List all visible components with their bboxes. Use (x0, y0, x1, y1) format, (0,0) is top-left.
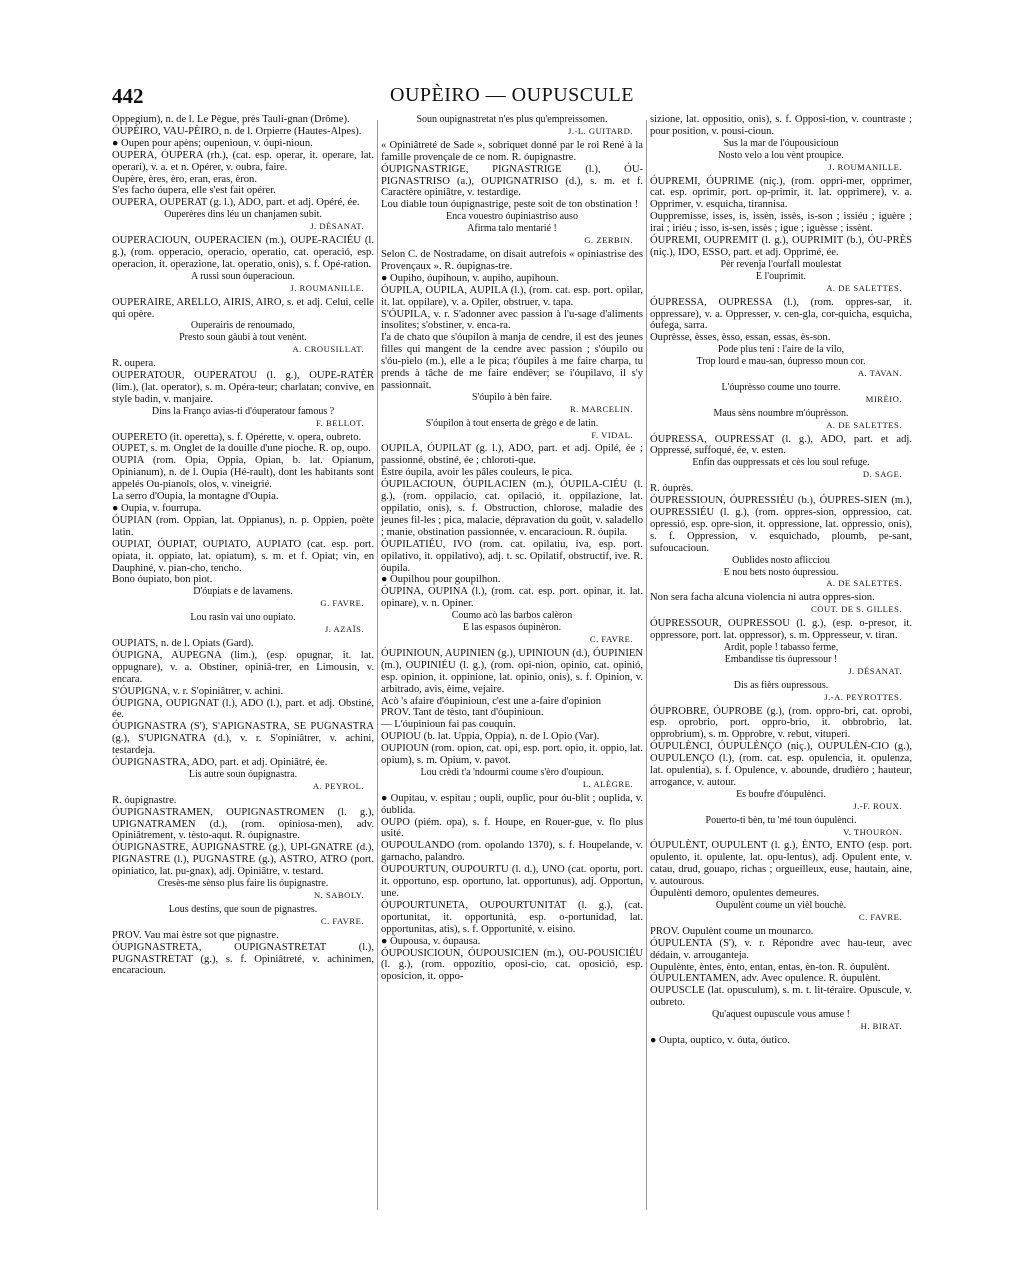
citation-author: A. CROUSILLAT. (292, 344, 364, 355)
quotation-line: Maus sèns noumbre m'óuprèsson. (713, 407, 849, 419)
quotation-line: Lis autre soun óupignastra. (188, 768, 298, 780)
citation-author: J.-F. ROUX. (853, 800, 902, 811)
entry-paragraph: La serro d'Oupia, la montagne d'Oupia. (112, 491, 279, 503)
entry-paragraph: sizione, lat. oppositio, onis), s. f. Opposi-tion, v. countraste ; pour position, v. pousi-cioun. (650, 114, 912, 137)
entry-paragraph: Selon C. de Nostradame, on disait autrefois « opiniastrise des Provençaux ». R. óupignas-tre. (381, 248, 643, 272)
entry-paragraph: OUPERATOUR, OUPERATOU (l. g.), OUPE-RATÈR (lim.), (lat. operator), s. m. Opéra-teur; charlatan; convive, en style badin, v. manjaire. (112, 370, 374, 405)
quotation-line: S'óupilo à bèn faire. (471, 391, 553, 403)
quotation-line: Oupulènt coume un vièl bouchè. (715, 900, 847, 911)
column-2 (381, 114, 643, 1214)
quotation-line: Ouperairis de renoumado, (190, 320, 296, 332)
quotation-line: Dins la Franço avias-ti d'óuperatour famous ? (151, 405, 335, 417)
citation-author: C. FAVRE. (320, 915, 364, 926)
entry-paragraph: ÓUPILATIÉU, IVO (rom. cat. opilatiu, iva, esp. port. opilativo, it. oppilativo), adj. t. sc. Opilatif, obstructif, ive. R. óupila. (381, 538, 643, 574)
citation-author: J. DÉSANAT. (848, 665, 902, 676)
entry-paragraph: ÓUPRESSA, OUPRESSAT (l. g.), ADO, part. et adj. Oppressé, suffoqué, ée, v. esten. (650, 433, 912, 457)
entry-paragraph: Èstre óupila, avoir les pâles couleurs, le pica. (381, 467, 573, 479)
entry-paragraph: ÓUPINA, OUPINA (l.), (rom. cat. esp. port. opinar, it. lat. opinare), v. n. Opiner. (381, 586, 643, 610)
entry-paragraph: ÓUPIGNASTRE, AUPIGNASTRE (g.), UPI-GNATRE (d.), PIGNASTRE (l.), PUGNASTRE (g.), ASTRO, ATRO (port. opiniatico, lat. pu-gnax), adj. Opiniâtre, v. testard. (112, 842, 374, 878)
entry-paragraph: OUPOULANDO (rom. opolando 1370), s. f. Houpelande, v. garnacho, palandro. (381, 840, 643, 864)
citation-author: J. DÉSANAT. (310, 221, 364, 232)
quotation-line: Pode plus teni : l'aire de la vilo, (717, 344, 845, 356)
entry-paragraph: Oupère, ères, èro, eran, eras, èron. (112, 173, 257, 185)
entry-paragraph: Bono óupiato, bon piot. (112, 574, 213, 586)
entry-paragraph: OUPIOU (b. lat. Uppia, Oppia), n. de l. Opio (Var). (381, 731, 600, 743)
entry-paragraph: OUPET, s. m. Onglet de la douille d'une pioche. R. op, oupo. (112, 443, 371, 455)
citation-author: A. DE SALETTES. (826, 578, 902, 589)
columns (112, 114, 912, 1214)
entry-paragraph: ● Óupousa, v. óupausa. (381, 935, 481, 947)
quotation-line: Coumo acò las barbos calèron (451, 610, 573, 622)
entry-paragraph: ÓUPRESSA, OUPRESSA (l.), (rom. oppres-sar, it. oppressare), v. a. Oppresser, v. cen-gla, cor-quicha, esquicha, óufega, sarra. (650, 296, 912, 332)
citation-author: G. FAVRE. (320, 598, 364, 609)
entry-paragraph: ÓUPIGNASTRIGE, PIGNASTRIGE (l.), ÓU-PIGNASTRISO (a.), OUPIGNATRISO (d.), s. m. et f. Caractère opiniâtre, v. testardige. (381, 163, 643, 199)
entry-paragraph: ÓUPULENTAMEN, adv. Avec opulence. R. óupulènt. (650, 973, 881, 985)
entry-paragraph: PROV. Oupulènt coume un mounarco. (650, 925, 814, 937)
quotation-line: Soun oupignastretat n'es plus qu'empreissomen. (416, 114, 608, 125)
entry-paragraph: OUPO (piém. opa), s. f. Houpe, en Rouer-gue, v. flo plus usité. (381, 816, 643, 840)
entry-paragraph: OUPERETO (it. operetta), s. f. Opérette, v. opera, oubreto. (112, 431, 362, 443)
citation-author: J.-L. GUITARD. (567, 125, 633, 136)
column-1 (112, 114, 374, 1214)
entry-paragraph: OUPUSCLE (lat. opusculum), s. m. t. lit-téraire. Opuscule, v. oubreto. (650, 985, 912, 1009)
entry-paragraph: OUPIAT, ÓUPIAT, OUPIATO, AUPIATO (cat. esp. port. opiata, it. oppiato, lat. opiatum), s. m. et f. Opiat; vin, en Dauphiné, v. pian-cho, tencho. (112, 538, 374, 574)
entry-paragraph: ÓUPIAN (rom. Oppian, lat. Oppianus), n. p. Oppien, poète latin. (112, 514, 374, 538)
quotation-line: Lou rasin vai uno oupiato. (190, 612, 296, 624)
entry-paragraph: ÓUPRESSIOUN, ÓUPRESSIÉU (b.), ÓUPRES-SIEN (m.), OUPRESSIÉU (l. g.), (rom. oppres-sion, oppressioo, cat. opressió, esp. opre-sion, it. oppressione, lat. oppressio, onis), s. f. Oppression, v. esquichado, ploumb, pe-sant, sufoucacioun. (650, 495, 912, 554)
entry-paragraph: Óupulènti demoro, opulentes demeures. (650, 888, 820, 900)
quotation-line: Lous destins, que soun de pignastres. (168, 903, 318, 915)
quotation-line: Ouperères dins léu un chanjamen subit. (164, 209, 322, 221)
quotation-line: Es boufre d'óupulènci. (736, 788, 826, 800)
entry-paragraph: ÓUPREMI, OUPREMIT (l. g.), OUPRIMIT (b.), ÓU-PRÈS (niç.), IDO, ESSO, part. et adj. Opprimé, ée. (650, 235, 912, 258)
entry-paragraph: Oppegium), n. de l. Le Pègue, près Tauli-gnan (Drôme). (112, 114, 350, 125)
citation-author: A. TAVAN. (857, 368, 902, 379)
entry-paragraph: Ouprèsse, èsses, èsso, essan, essas, ès-son. (650, 332, 831, 344)
entry-paragraph: ÓUPROBRE, ÓUPROBE (g.), (rom. oppro-bri, cat. oprobi, esp. oprobrio, port. oppro-brio, it. obbrobrio, lat. opprobrium), s. m. Opprobre, v. rebut, vituperi. (650, 705, 912, 741)
citation-author: J. ROUMANILLE. (290, 282, 364, 293)
entry-paragraph: OUPERA, ÓUPERA (rh.), (cat. esp. operar, it. operare, lat. operari), v. a. et n. Opérer, v. oubra, faire. (112, 149, 374, 173)
entry-paragraph: ÓUPIGNA, AUPEGNA (lim.), (esp. opugnar, it. lat. oppugnare), v. a. Obstiner, opiniâ-trer, en Limousin, v. encara. (112, 649, 374, 685)
quotation-line: Presto soun gàubi à tout venènt. (179, 332, 307, 344)
entry-paragraph: ÓUPOURTUN, OUPOURTU (l. d.), UNO (cat. oportu, port. it. opportuno, esp. oportuno, lat. opportunus), adj. Opportun, une. (381, 864, 643, 899)
citation-author: L. ALÈGRE. (582, 778, 633, 789)
entry-paragraph: Lou diable toun óupignastrige, peste soit de ton obstination ! (381, 199, 639, 211)
quotation-line: Ardit, pople ! tabasso ferme, (723, 641, 839, 653)
quotation-line: Lou crèdi t'a 'ndourmi coume s'èro d'oupioun. (420, 766, 604, 778)
entry-paragraph: — L'óupinioun fai pas couquin. (381, 719, 516, 731)
entry-paragraph: R. óuprès. (650, 483, 694, 495)
quotation-line: E l'ouprimit. (755, 270, 807, 282)
citation-author: N. SABOLY. (313, 890, 364, 900)
entry-paragraph: OUPERAIRE, ARELLO, AIRIS, AIRO, s. et adj. Celui, celle qui opère. (112, 296, 374, 320)
entry-paragraph: ÓUPULENTA (S'), v. r. Répondre avec hau-teur, avec dédain, v. arrouganteja. (650, 937, 912, 961)
citation-author: A. DE SALETTES. (826, 282, 902, 293)
citation-author: V. THOURON. (843, 826, 902, 837)
page-header (112, 84, 912, 110)
entry-paragraph: Oupulènte, èntes, ènto, entan, entas, èn-ton. R. óupulènt. (650, 961, 890, 973)
citation-author: R. MARCELIN. (569, 403, 633, 414)
citation-author: D. SAGE. (862, 469, 902, 480)
quotation-line: Qu'aquest oupuscule vous amuse ! (712, 1009, 850, 1021)
entry-paragraph: ÓUPIGNASTRA, ADO, part. et adj. Opiniâtré, ée. (112, 757, 328, 769)
quotation-line: Trop lourd e mau-san, óupresso moun cor. (696, 356, 866, 368)
citation-author: C. FAVRE. (858, 911, 902, 922)
entry-paragraph: ÓUPILA, OUPILA, AUPILA (l.), (rom. cat. esp. port. opilar, it. lat. oppilare), v. a. Opiler, obstruer, v. tapa. (381, 284, 643, 308)
entry-paragraph: ÓUPIGNASTRAMEN, OUPIGNASTROMEN (l. g.), UPIGNATRAMEN (d.), (rom. opiniosa-men), adv. Opiniâtrement, v. tèsto-aqut. R. óupignastre. (112, 806, 374, 842)
quotation-line: Nosto velo a lou vènt proupice. (718, 149, 844, 161)
entry-paragraph: ÓUPOURTUNETA, OUPOURTUNITAT (l. g.), (cat. oportunitat, it. opportunità, esp. o-portunidad, lat. opportunitas, atis), s. f. Opportunité, v. eisino. (381, 899, 643, 935)
quotation-line: E las espasos óupinèron. (462, 622, 562, 634)
quotation-line: Oublides nosto aflicciou (732, 554, 830, 566)
citation-author: J. ROUMANILLE. (828, 161, 902, 172)
citation-author: J.-A. PEYROTTES. (824, 691, 902, 702)
entry-paragraph: ÓUPINIOUN, AUPINIEN (g.), UPINIOUN (d.), ÓUPINIEN (m.), OUPINIÉU (l. g.), (rom. opi-nion, opinio, cat. opinió, esp. opinion, it. oppinione, lat. opinio, onis), s. f. Opinion, v. arbitrado, avis, èime, vejaire. (381, 647, 643, 695)
entry-paragraph: ● Oupta, ouptico, v. óuta, óutico. (650, 1034, 790, 1046)
entry-paragraph: ÓUPIGNASTRETA, OUPIGNASTRETAT (l.), PUGNASTRETAT (g.), s. f. Opiniâtreté, v. achinimen, encaracioun. (112, 941, 374, 977)
quotation-line: E nou bets nosto óupressiou. (723, 566, 839, 578)
entry-paragraph: ● Oupen pour apèns; oupenioun, v. óupi-nioun. (112, 137, 313, 149)
entry-paragraph: PROV. Vau mai èstre sot que pignastre. (112, 929, 279, 941)
quotation-line: Cresès-me sènso plus faire lis óupignastre. (157, 878, 329, 890)
entry-paragraph: I'a de chato que s'óupilon à manja de cendre, il est des jeunes filles qui mangent de la cendre avec passion ; s'óupilo ou s'óu-pielo (m.), elle a le pica; t'óupiles à me faire charpa, tu prends à tâche de me faire endêver; se i'óupilavo, il s'y passionnait. (381, 332, 643, 391)
entry-paragraph: ÓUPULÈNT, OUPULENT (l. g.), ÈNTO, ENTO (esp. port. opulento, it. opulente, lat. opu-lentus), adj. Opulent ente, v. catau, drud, gouapo, richas ; orgueilleux, euse, hautain, aine, v. autourous. (650, 840, 912, 888)
entry-paragraph: ÓUPIGNA, OUPIGNAT (l.), ADO (l.), part. et adj. Obstiné, ée. (112, 697, 374, 721)
citation-author: F. VIDAL. (591, 429, 633, 440)
entry-paragraph: R. oupera. (112, 358, 156, 370)
entry-paragraph: ÓUPREMI, ÓUPRIME (niç.), (rom. oppri-mer, opprimer, cat. esp. oprimir, port. op-primir, it. lat. opprimere), v. a. Opprimer, v. esquicha, tirannisa. (650, 175, 912, 211)
citation-author: C. FAVRE. (589, 633, 633, 644)
entry-paragraph: OUPIOUN (rom. opion, cat. opi, esp. port. opio, it. oppio, lat. opium), s. m. Opium, v. pavot. (381, 743, 643, 767)
quotation-line: Pèr revenja l'ourfaIl moulestat (720, 258, 842, 270)
entry-paragraph: ÓUPÈIRO, VAU-PÈIRO, n. de l. Orpierre (Hautes-Alpes). (112, 125, 362, 137)
citation-author: A. PEYROL. (312, 780, 364, 791)
entry-paragraph: ÓUPRESSOUR, OUPRESSOU (l. g.), (esp. o-presor, it. oppressore, port. lat. oppressor), s. m. Oppresseur, v. tiran. (650, 618, 912, 642)
quotation-line: Sus la mar de l'óupousicioun (723, 137, 839, 149)
entry-paragraph: PROV. Tant de tèsto, tant d'óupinioun. (381, 707, 544, 719)
quotation-line: A russi soun óuperacioun. (191, 270, 295, 282)
quotation-line: Embandisse tis óupressour ! (724, 653, 838, 665)
entry-paragraph: S'es facho óupera, elle s'est fait opérer. (112, 185, 276, 197)
citation-author: F. BELLOT. (316, 417, 364, 428)
entry-paragraph: ÓUPULÈNCI, ÓUPULÈNÇO (niç.), OUPULÈN-CIO (g.), OUPULENÇO (l.), (rom. cat. esp. opulencia, it. opulenza, lat. opulentia), s. f. Opulence, v. abounde, drudièro ; hauteur, arrogance, v. autour. (650, 741, 912, 788)
citation-author: G. ZERBIN. (584, 235, 633, 246)
page-number: 442 (112, 84, 144, 108)
page-title: OUPÈIRO — OUPUSCULE (390, 84, 634, 106)
entry-paragraph: ÓUPIGNASTRA (S'), S'APIGNASTRA, SE PUGNASTRA (g.), S'UPIGNATRA (d.), v. r. S'opiniâtrer, v. achini, testardeja. (112, 721, 374, 757)
entry-paragraph: S'ÓUPILA, v. r. S'adonner avec passion à l'u-sage d'aliments insolites; s'obstiner, v. enca-ra. (381, 308, 643, 332)
entry-paragraph: Acò 's afaire d'óupinioun, c'est une a-faire d'opinion (381, 695, 602, 707)
entry-paragraph: ● Oupia, v. fourrupa. (112, 503, 202, 514)
entry-paragraph: ● Oupilhou pour goupilhon. (381, 574, 501, 586)
column-3 (650, 114, 912, 1214)
entry-paragraph: S'ÓUPIGNA, v. r. S'opiniâtrer, v. achini. (112, 685, 284, 697)
entry-paragraph: OUPIATS, n. de l. Opiats (Gard). (112, 637, 254, 649)
entry-paragraph: Ouppremisse, isses, is, issèn, issès, is-son ; issiéu ; iguère ; irai ; iriéu ; isso, is-sen, issès ; igue ; iguèsse ; issènt. (650, 211, 912, 235)
quotation-line: D'óupiats e de lavamens. (193, 586, 293, 598)
quotation-line: Afirma talo mentarié ! (467, 223, 557, 235)
quotation-line: Enca vouestro óupiniastriso auso (446, 211, 578, 223)
citation-author: COUT. DE S. GILLES. (811, 604, 902, 615)
entry-paragraph: OUPILA, ÓUPILAT (g. l.), ADO, part. et adj. Opilé, ée ; passionné, obstiné, ée ; chloroti-que. (381, 443, 643, 467)
quotation-line: L'óuprèsso coume uno tourre. (721, 381, 841, 393)
quotation-line: S'óupilon à tout enserta de grègo e de latin. (425, 417, 599, 429)
citation-author: H. BIRAT. (860, 1021, 902, 1032)
entry-paragraph: Non sera facha alcuna violencia ni autra oppres-sion. (650, 592, 875, 604)
citation-author: MIRÈIO. (865, 393, 902, 404)
entry-paragraph: « Opiniâtreté de Sade », sobriquet donné par le roi René à la famille provençale de ce nom. R. óupignastre. (381, 139, 643, 163)
citation-author: J. AZAÏS. (324, 624, 364, 635)
entry-paragraph: OUPIA (rom. Opia, Oppia, Opian, b. lat. Opianum, Opinianum), n. de l. Oupia (Hé-rault), dont les habitants sont appelés Ou-pianols, olos, v. vineigrié. (112, 455, 374, 491)
entry-paragraph: ● Oupitau, v. espitau ; oupli, ouplic, pour óu-blit ; ouplida, v. óublida. (381, 792, 643, 816)
entry-paragraph: R. óupignastre. (112, 794, 177, 806)
entry-paragraph: OUPERACIOUN, OUPERACIEN (m.), OUPE-RACIÉU (l. g.), (rom. opperacio, operacio, operatio, cat. operació, esp. operacion, it. operazione, lat. operatio, onis), s. f. Opé-ration. (112, 235, 374, 270)
entry-paragraph: ● Oupiho, óupihoun, v. aupiho, aupihoun. (381, 272, 559, 284)
entry-paragraph: OUPERA, OUPERAT (g. l.), ADO, part. et adj. Opéré, ée. (112, 197, 360, 209)
quotation-line: Dis as fièrs oupressous. (733, 679, 829, 691)
entry-paragraph: ÓUPILACIOUN, ÓUPILACIEN (m.), ÓUPILA-CIÉU (l. g.), (rom. oppilacio, cat. opilació, it. oppilazione, lat. oppilatio, onis), s. f. Obstruction, chlorose, maladie des jeunes fil-les ; pica, malacie, dépravation du goût, v. saladello ; manie, obstination passionnée, v. encaracioun. R. óupila. (381, 479, 643, 538)
citation-author: A. DE SALETTES. (826, 419, 902, 430)
quotation-line: Enfin das ouppressats et cès lou soul refuge. (692, 457, 870, 469)
quotation-line: Pouerto-ti bèn, tu 'mé toun óupulènci. (705, 814, 857, 826)
entry-paragraph: ÓUPOUSICIOUN, ÓUPOUSICIEN (m.), OU-POUSICIÉU (l. g.), (rom. oppozitio, oposi-cio, cat. oposició, esp. oposicion, it. oppo- (381, 947, 643, 983)
